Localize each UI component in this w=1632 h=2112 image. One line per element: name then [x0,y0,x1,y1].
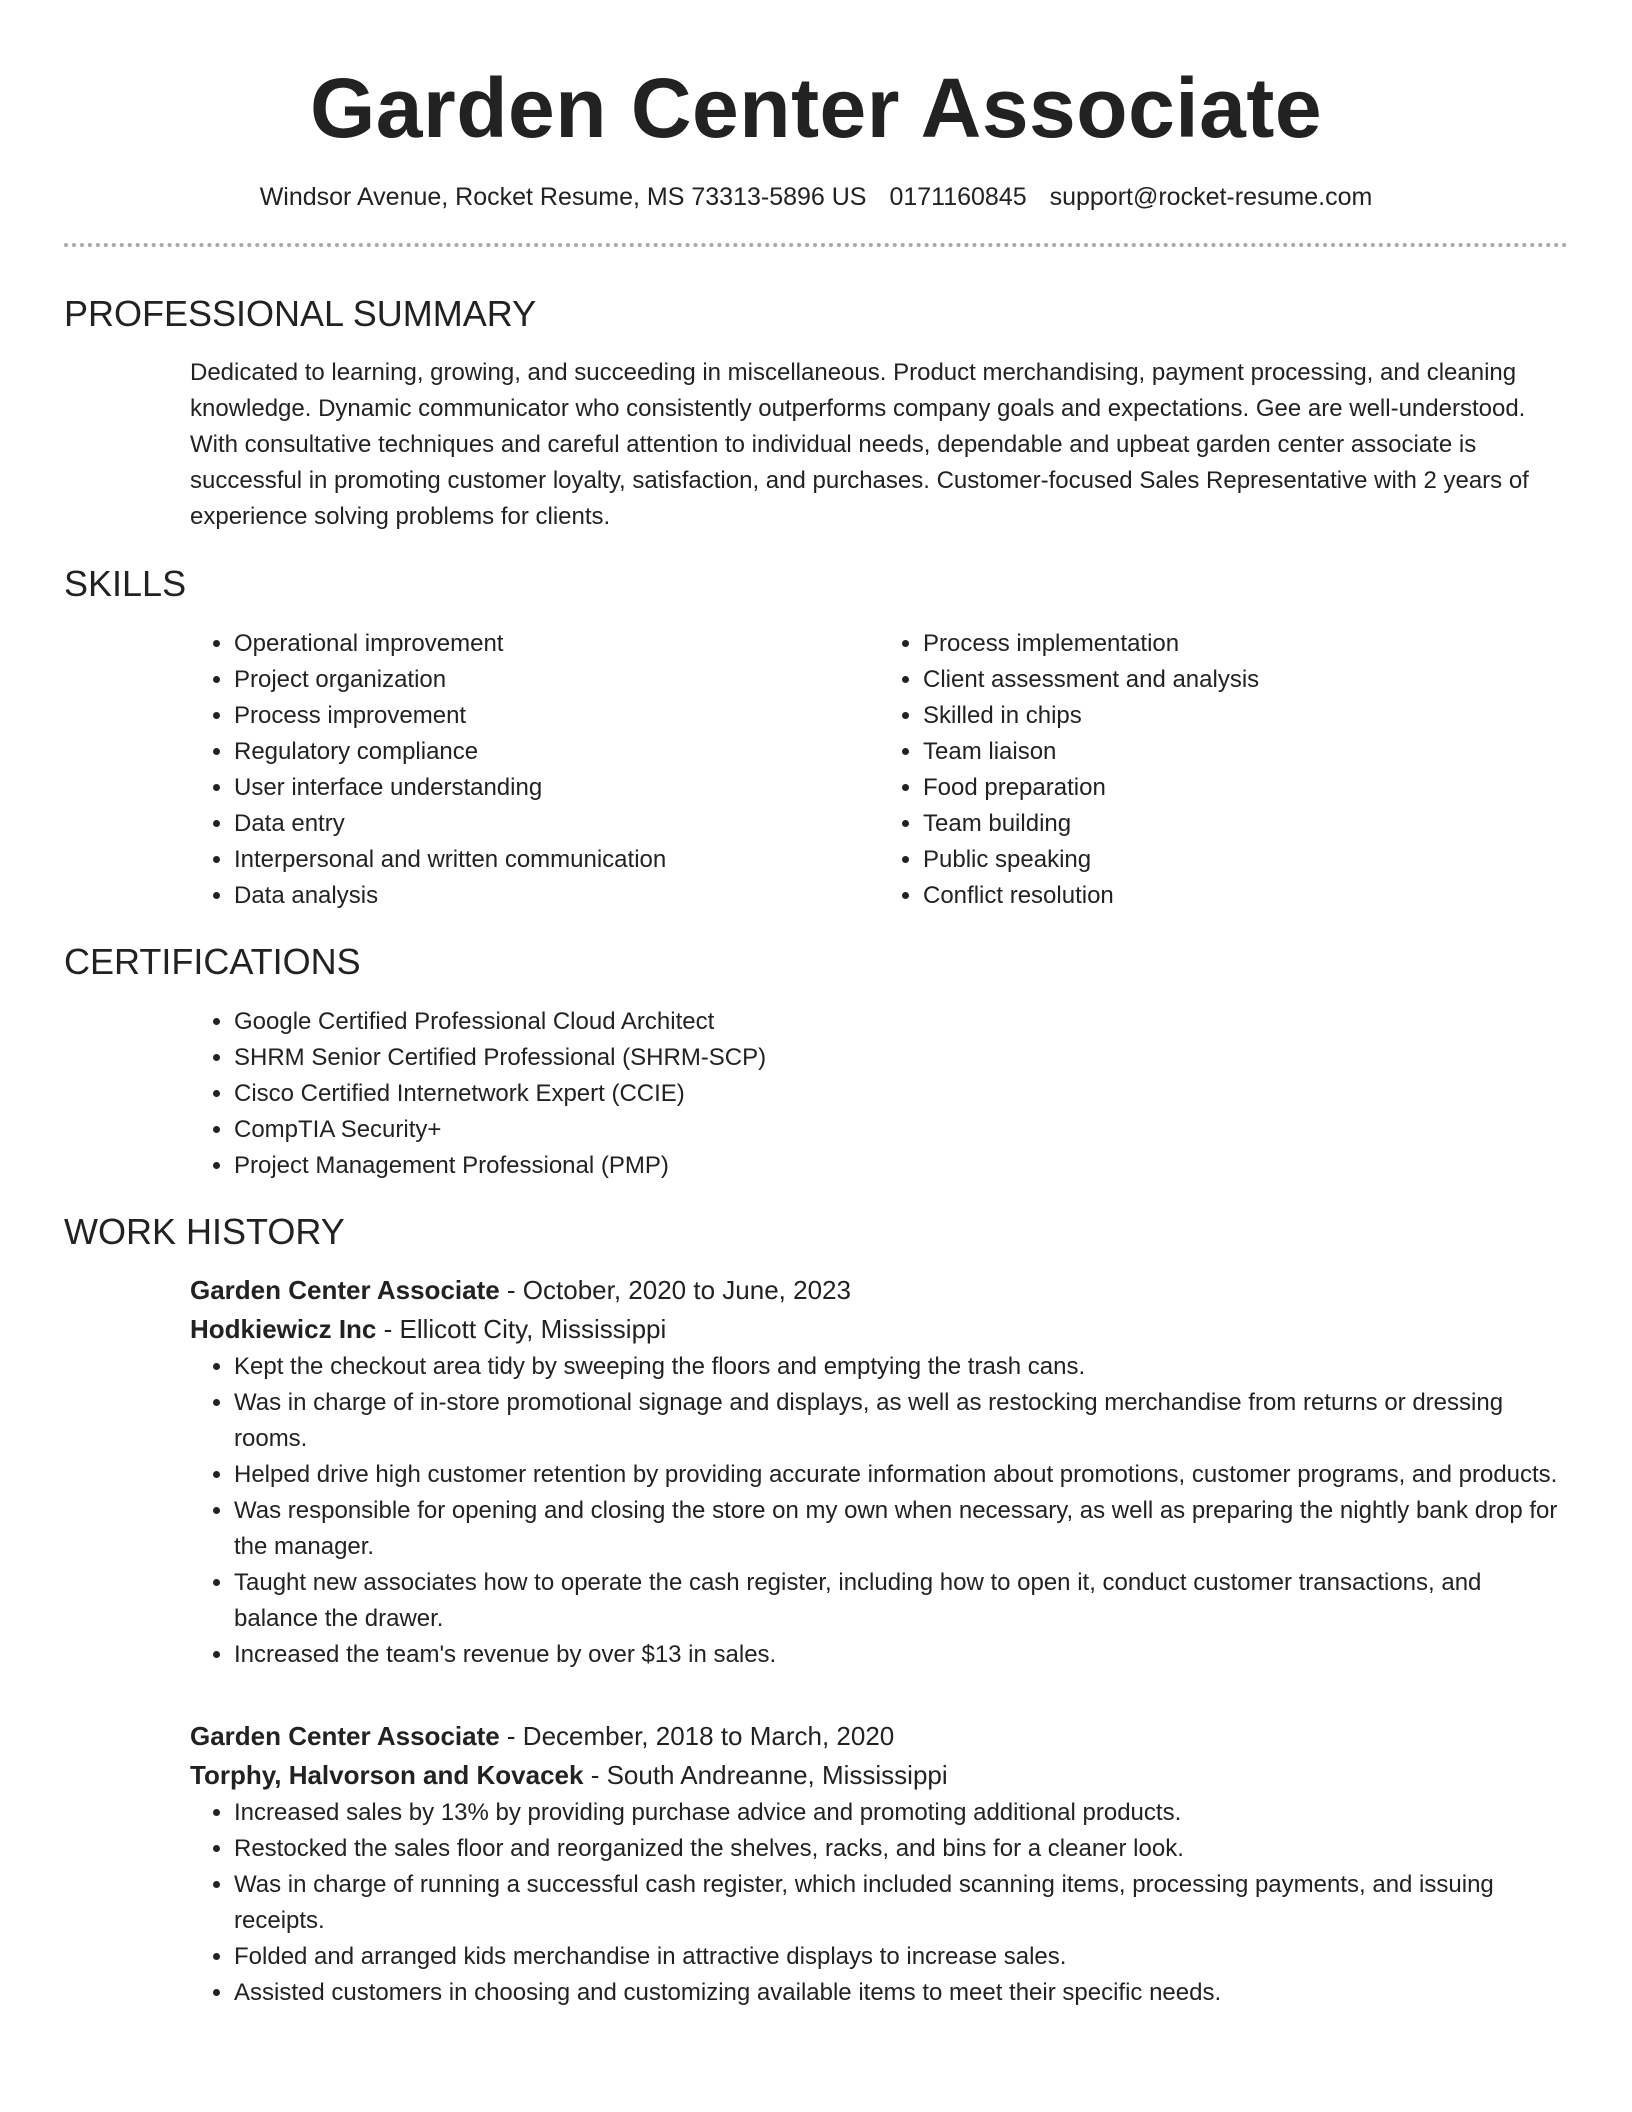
job-company-line [190,1310,1568,1349]
skills-heading: SKILLS [64,563,187,604]
skill-item: • Process implementation [923,626,1568,662]
certification-item: • Google Certified Professional Cloud Architect [234,1004,1568,1040]
certifications-list-wrap [190,1004,1568,1184]
job-bullet: • Assisted customers in choosing and customizing available items to meet their specific needs. [234,1975,1568,2011]
skill-item: • Team building [923,806,1568,842]
summary-text: Dedicated to learning, growing, and succeeding in miscellaneous. Product merchandising, payment processing, and cleaning knowledge. Dynamic communicator who consistently outperforms company goals and expectations. Gee are well-understood. With consultative techniques and careful attention to individual needs, dependable and upbeat garden center associate is successful in promoting customer loyalty, satisfaction, and purchases. Customer-focused Sales Representative with 2 years of experience solving problems for clients. [190,359,1529,530]
certification-item: • Project Management Professional (PMP) [234,1148,1568,1184]
job-location: - South Andreanne, Mississippi [583,1760,948,1790]
job-bullet: • Kept the checkout area tidy by sweeping the floors and emptying the trash cans. [234,1349,1568,1385]
job-role: Garden Center Associate [190,1721,500,1751]
job-bullet: • Folded and arranged kids merchandise in attractive displays to increase sales. [234,1939,1568,1975]
certification-item: • CompTIA Security+ [234,1112,1568,1148]
skill-item: • Process improvement [234,698,879,734]
job-bullet: • Taught new associates how to operate the cash register, including how to open it, conduct customer transactions, and balance the drawer. [234,1565,1568,1637]
job-dates: - October, 2020 to June, 2023 [499,1275,851,1305]
skill-item: • Interpersonal and written communication [234,842,879,878]
job-entry [190,1271,1568,1673]
contact-line [64,180,1568,214]
skill-item: • Data analysis [234,878,879,914]
skills-left-column [190,626,879,914]
job-bullets [190,1795,1568,2011]
skill-item: • Data entry [234,806,879,842]
skill-item: • Client assessment and analysis [923,662,1568,698]
resume-name: Garden Center Associate [309,61,1323,155]
job-bullet: • Helped drive high customer retention by providing accurate information about promotions, customer programs, and products. [234,1457,1568,1493]
certifications-heading: CERTIFICATIONS [64,941,361,982]
skill-item: • Skilled in chips [923,698,1568,734]
work-history-heading: WORK HISTORY [64,1211,345,1252]
job-title-line [190,1271,1568,1310]
job-bullet: • Increased sales by 13% by providing purchase advice and promoting additional products. [234,1795,1568,1831]
contact-address: Windsor Avenue, Rocket Resume, MS 73313-5896 US [259,183,867,211]
skill-item: • Team liaison [923,734,1568,770]
job-company-line [190,1756,1568,1795]
skill-item: • Operational improvement [234,626,879,662]
job-company: Hodkiewicz Inc [190,1314,377,1344]
skill-item: • Project organization [234,662,879,698]
skill-item: • Public speaking [923,842,1568,878]
job-bullet: • Restocked the sales floor and reorganized the shelves, racks, and bins for a cleaner look. [234,1831,1568,1867]
certifications-list [190,1004,1568,1184]
header-divider [64,243,1568,247]
skills-right-column [879,626,1568,914]
job-bullet: • Was in charge of running a successful cash register, which included scanning items, processing payments, and issuing receipts. [234,1867,1568,1939]
skill-item: • Food preparation [923,770,1568,806]
contact-email: support@rocket-resume.com [1049,183,1373,211]
job-title-line [190,1717,1568,1756]
job-role: Garden Center Associate [190,1275,500,1305]
summary-heading: PROFESSIONAL SUMMARY [64,293,537,334]
job-dates: - December, 2018 to March, 2020 [499,1721,895,1751]
certification-item: • Cisco Certified Internetwork Expert (CCIE) [234,1076,1568,1112]
job-bullet: • Increased the team's revenue by over $13 in sales. [234,1637,1568,1673]
skill-item: • Conflict resolution [923,878,1568,914]
job-location: - Ellicott City, Mississippi [376,1314,667,1344]
job-bullets [190,1349,1568,1673]
contact-phone: 0171160845 [889,183,1027,211]
certification-item: • SHRM Senior Certified Professional (SHRM-SCP) [234,1040,1568,1076]
skill-item: • User interface understanding [234,770,879,806]
skills-grid [190,626,1568,914]
job-bullet: • Was in charge of in-store promotional signage and displays, as well as restocking merchandise from returns or dressing rooms. [234,1385,1568,1457]
job-company: Torphy, Halvorson and Kovacek [190,1760,584,1790]
skill-item: • Regulatory compliance [234,734,879,770]
job-entry [190,1717,1568,2011]
job-bullet: • Was responsible for opening and closing the store on my own when necessary, as well as preparing the nightly bank drop for the manager. [234,1493,1568,1565]
